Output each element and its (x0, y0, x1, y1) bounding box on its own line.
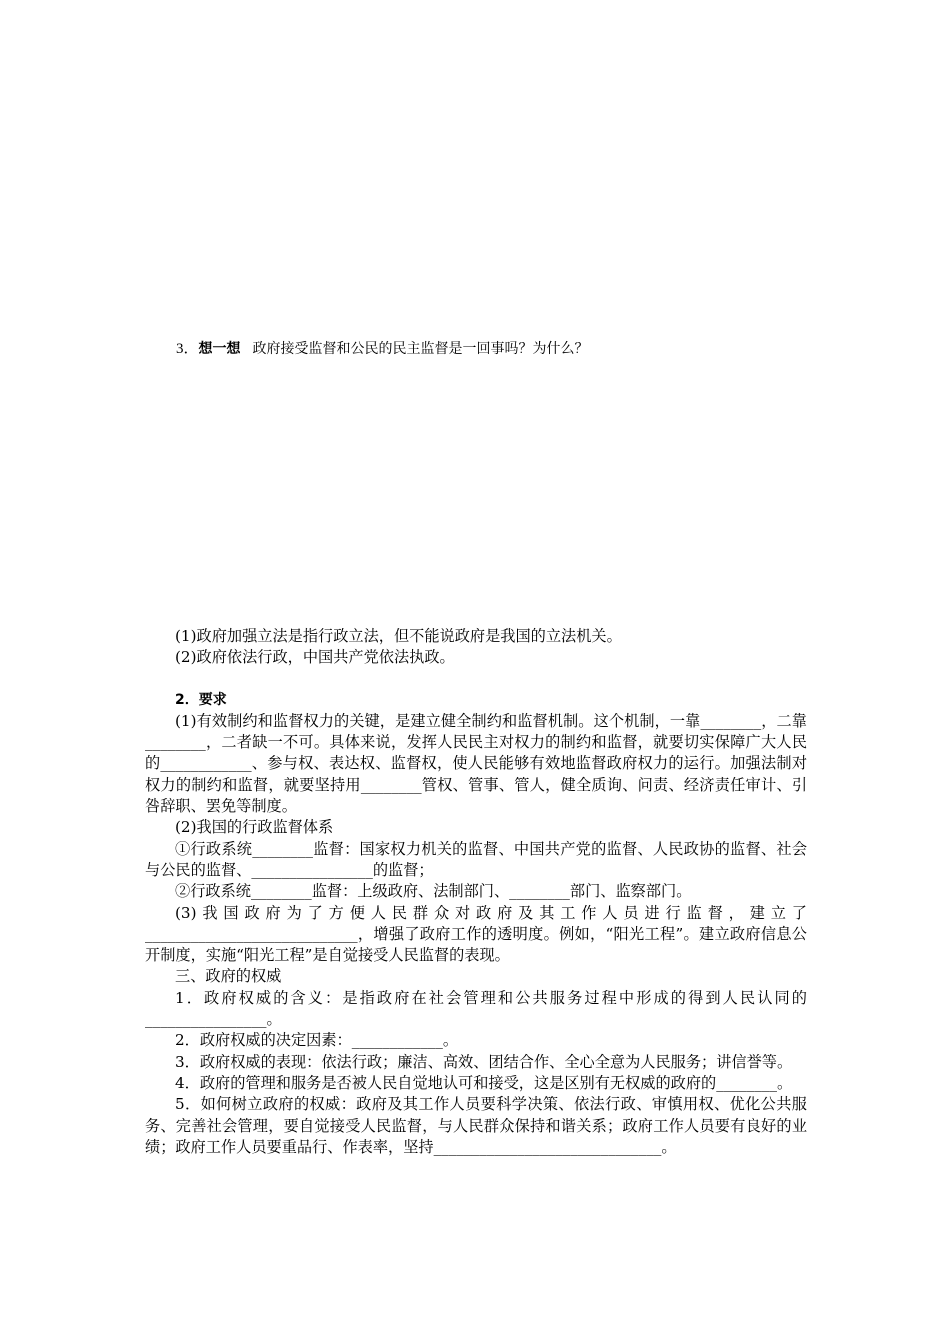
note-1: (1)政府加强立法是指行政立法，但不能说政府是我国的立法机关。 (175, 627, 622, 645)
spacer (145, 669, 807, 690)
section-2-heading: 2．要求 (175, 691, 227, 708)
section-2-paragraph-3: ①行政系统________监督：国家权力机关的监督、中国共产党的监督、人民政协的监督、社会与公民的监督、________________的监督； (145, 839, 807, 879)
question-text: 政府接受监督和公民的民主监督是一回事吗？为什么？ (252, 341, 589, 357)
question-label: 想一想 (198, 341, 241, 357)
section-3-item-1: 1．政府权威的含义：是指政府在社会管理和公共服务过程中形成的得到人民认同的________________。 (145, 988, 807, 1029)
question-3 (176, 338, 816, 359)
section-2-paragraph-1: (1)有效制约和监督权力的关键，是建立健全制约和监督机制。这个机制，一靠________，二靠________，二者缺一不可。具体来说，发挥人民民主对权力的制约和监督，就要切实保障广大人民的____________、参与权、表达权、监督权，使人民能够有效地监督政府权力的运行。加强法制对权力的制约和监督，就要坚持用________管权、管事、管人，健全质询、问责、经济责任审计、引咎辞职、罢免等制度。 (145, 711, 807, 816)
question-number: 3． (176, 341, 199, 357)
section-2-paragraph-5: (3)我国政府为了方便人民群众对政府及其工作人员进行监督，建立了____________________________，增强了政府工作的透明度。例如，“阳光工程”。建立政府信息公开制度，实施“阳光工程”是自觉接受人民监督的表现。 (145, 903, 807, 965)
section-2-paragraph-4: ②行政系统________监督：上级政府、法制部门、________部门、监察部门。 (175, 882, 692, 901)
note-2: (2)政府依法行政，中国共产党依法执政。 (175, 648, 455, 667)
section-3-heading: 三、政府的权威 (175, 967, 282, 986)
section-3-item-4: 4．政府的管理和服务是否被人民自觉地认可和接受，这是区别有无权威的政府的________。 (175, 1073, 793, 1092)
section-2-paragraph-2: (2)我国的行政监督体系 (175, 818, 334, 837)
section-3-item-3: 3．政府权威的表现：依法行政；廉洁、高效、团结合作、全心全意为人民服务；讲信誉等。 (175, 1052, 793, 1071)
section-3-item-5: 5．如何树立政府的权威：政府及其工作人员要科学决策、依法行政、审慎用权、优化公共服务、完善社会管理，要自觉接受人民监督，与人民群众保持和谐关系；政府工作人员要有良好的业绩；政府工作人员要重品行、作表率，坚持______________________________。 (145, 1095, 807, 1156)
section-3-item-2: 2．政府权威的决定因素：____________。 (175, 1031, 459, 1050)
main-text (145, 626, 807, 1158)
